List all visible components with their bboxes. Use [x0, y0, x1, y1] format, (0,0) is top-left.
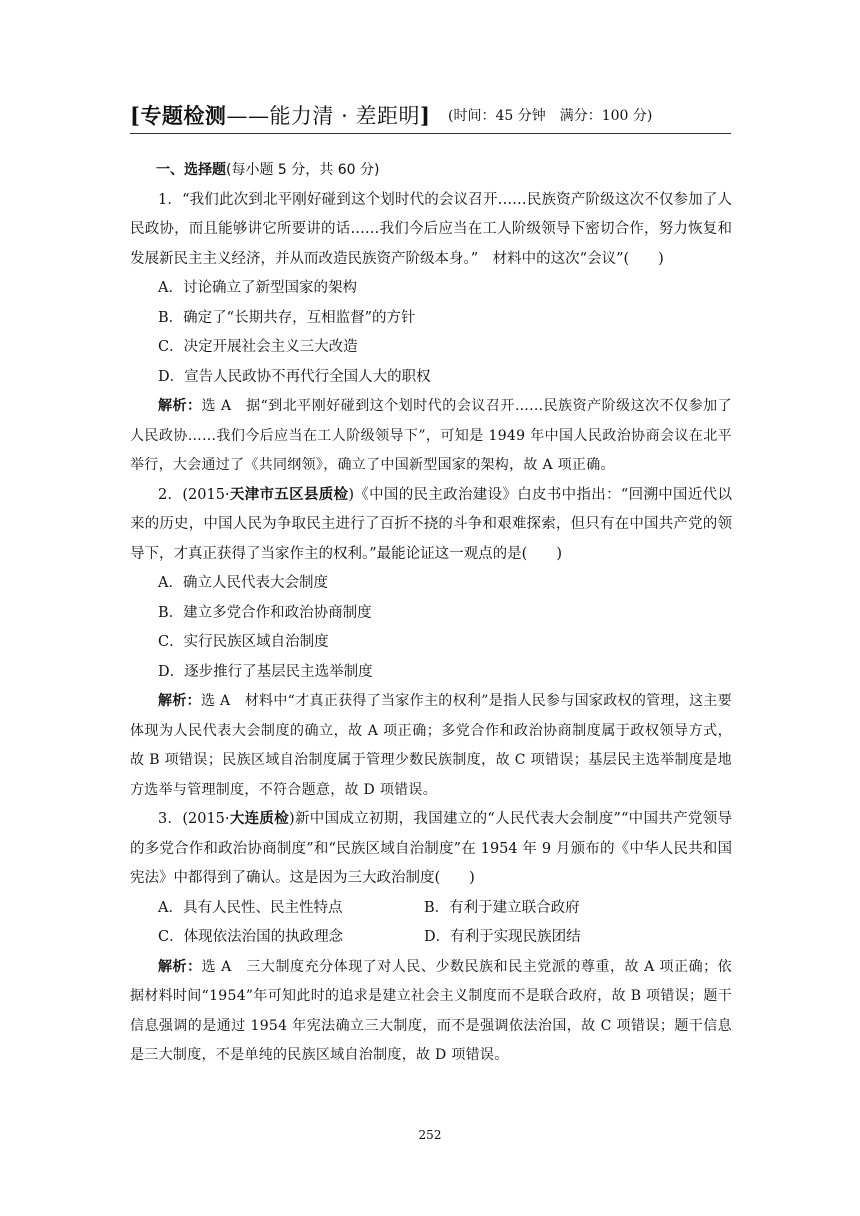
question-number: 1． — [158, 191, 183, 208]
analysis-label: 解析： — [158, 398, 202, 414]
option-d[interactable]: D．有利于实现民族团结 — [424, 929, 581, 945]
section-title — [130, 156, 732, 186]
header-title-rest: ——能力清 · 差距明 — [226, 104, 420, 128]
option-c[interactable]: C．体现依法治国的执政理念 — [158, 929, 344, 945]
header-title — [130, 100, 430, 130]
header-bracket-close: ] — [419, 103, 431, 128]
question-source-suffix: ) — [289, 811, 295, 827]
question-1-analysis — [130, 392, 732, 481]
header-time-score: (时间：45 分钟 满分：100 分) — [448, 108, 653, 124]
question-2 — [130, 481, 732, 806]
question-stem-text: 新中国成立初期，我国建立的“人民代表大会制度”“中国共产党领导的多党合作和政治协商制度”和“民族区域自治制度”在 1954 年 9 月颁布的《中华人民共和国宪法》中都得到了确认。这是因为三大政治制度( ) — [130, 811, 732, 886]
section-header — [130, 100, 730, 134]
option-d[interactable]: D．逐步推行了基层民主选举制度 — [158, 663, 373, 680]
question-2-stem — [130, 481, 732, 570]
analysis-text: 选 A 材料中“才真正获得了当家作主的权利”是指人民参与国家政权的管理，这主要体现为人民代表大会制度的确立，故 A 项正确；多党合作和政治协商制度属于政权领导方式，故 B 项错误；民族区域自治制度属于管理少数民族制度，故 C 项错误；基层民主选举制度是地方选举与管理制度，不符合题意，故 D 项错误。 — [130, 693, 732, 798]
question-3 — [130, 805, 732, 1071]
analysis-text: 选 A 据“到北平刚好碰到这个划时代的会议召开……民族资产阶级这次不仅参加了人民政协……我们今后应当在工人阶级领导下”，可知是 1949 年中国人民政治协商会议在北平举行，大会通过了《共同纲领》，确立了中国新型国家的架构，故 A 项正确。 — [130, 398, 732, 473]
question-stem-text: “我们此次到北平刚好碰到这个划时代的会议召开……民族资产阶级这次不仅参加了人民政协，而且能够讲它所要讲的话……我们今后应当在工人阶级领导下密切合作，努力恢复和发展新民主主义经济，并从而改造民族资产阶级本身。” 材料中的这次“会议”( ) — [130, 191, 732, 267]
question-source-prefix: (2015· — [182, 811, 230, 827]
header-divider — [130, 133, 731, 134]
question-source: 大连质检 — [229, 811, 290, 827]
header-bracket-open: [ — [130, 103, 141, 128]
question-3-analysis — [130, 953, 732, 1071]
content-body — [130, 156, 732, 1071]
question-1-stem — [130, 186, 732, 275]
option-a[interactable]: A．确立人民代表大会制度 — [158, 575, 328, 591]
options-row-2 — [130, 923, 732, 953]
option-a[interactable]: A．讨论确立了新型国家的架构 — [158, 280, 357, 296]
analysis-label: 解析： — [158, 693, 201, 709]
options-row-1 — [130, 894, 732, 924]
question-3-stem — [130, 805, 732, 894]
question-2-analysis — [130, 687, 732, 805]
option-d[interactable]: D．宣告人民政协不再代行全国人大的职权 — [158, 368, 431, 385]
option-b[interactable]: B．有利于建立联合政府 — [424, 899, 580, 916]
question-stem-text: 《中国的民主政治建设》白皮书中指出：“回溯中国近代以来的历史，中国人民为争取民主进行了百折不挠的斗争和艰难探索，但只有在中国共产党的领导下，才真正获得了当家作主的权利。”最能论证这一观点的是( ) — [130, 486, 732, 562]
question-1 — [130, 186, 732, 481]
header-title-bold: 专题检测 — [140, 103, 227, 128]
option-a[interactable]: A．具有人民性、民主性特点 — [158, 899, 343, 916]
question-source: 天津市五区县质检 — [229, 486, 349, 503]
analysis-label: 解析： — [158, 958, 202, 975]
page-number: 252 — [418, 1128, 442, 1142]
option-c[interactable]: C．决定开展社会主义三大改造 — [158, 339, 358, 355]
option-b[interactable]: B．确定了“长期共存，互相监督”的方针 — [158, 309, 416, 326]
question-source-suffix: ) — [348, 486, 354, 503]
question-source-prefix: (2015· — [182, 486, 230, 503]
option-b[interactable]: B．建立多党合作和政治协商制度 — [158, 604, 372, 621]
question-number: 3． — [158, 811, 183, 827]
analysis-text: 选 A 三大制度充分体现了对人民、少数民族和民主党派的尊重，故 A 项正确；依据材料时间“1954”年可知此时的追求是建立社会主义制度而不是联合政府，故 B 项错误；题干信息强调的是通过 1954 年宪法确立三大制度，而不是强调依法治国，故 C 项错误；题干信息是三大制度，不是单纯的民族区域自治制度，故 D 项错误。 — [130, 958, 732, 1063]
option-c[interactable]: C．实行民族区域自治制度 — [158, 634, 329, 650]
section-title-note: (每小题 5 分，共 60 分) — [226, 162, 380, 178]
section-title-text: 一、选择题 — [156, 162, 226, 178]
question-number: 2． — [158, 486, 183, 503]
